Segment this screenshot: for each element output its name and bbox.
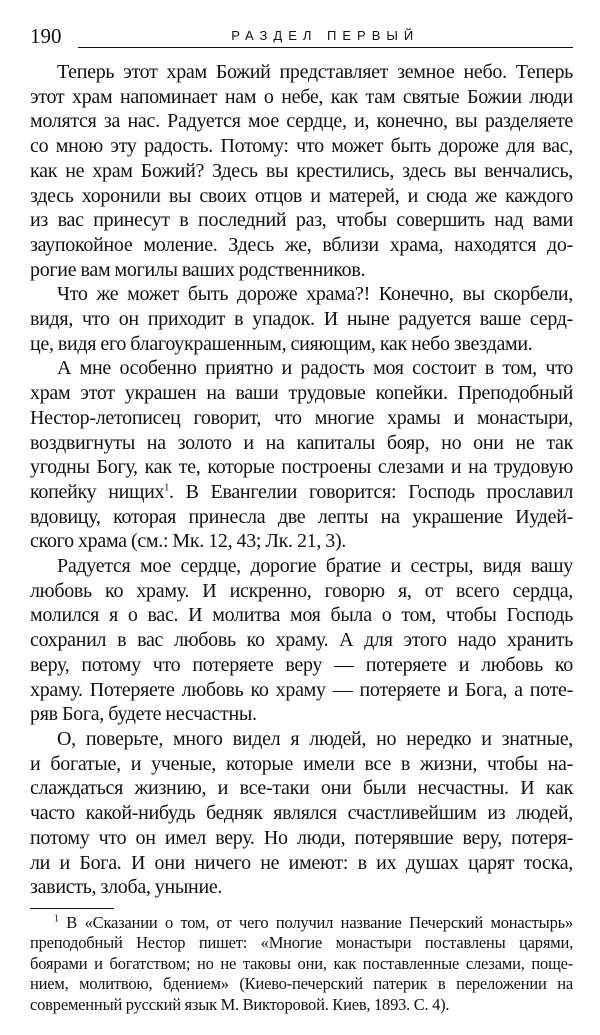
paragraph-line: А мне особенно приятно и радость моя состоит в том, что xyxy=(57,357,573,380)
paragraph-line: це, видя его благоукрашенным, сияющим, как небо звездами. xyxy=(30,332,533,355)
paragraph-line: как не храм Божий? Здесь вы крестились, здесь вы венчались, xyxy=(30,159,573,182)
paragraph-line: часто какой-нибудь бедняк являлся счастливейшим из людей, xyxy=(30,802,573,825)
footnote-line: преподобный Нестор пишет: «Многие монастыри поставлены царями, xyxy=(30,933,573,953)
paragraph-line: ряв Бога, будете несчастны. xyxy=(30,703,257,726)
paragraph xyxy=(30,356,573,554)
footnote-line: боярами и богатством; но не таковы они, как поставленные слезами, поще- xyxy=(30,953,573,973)
paragraph-line: угодны Богу, как те, которые построены слезами и на трудовую xyxy=(30,456,573,479)
paragraph-line: Радуется мое сердце, дорогие братие и сестры, видя вашу xyxy=(57,555,573,578)
paragraph-line: потому что он имел веру. Но люди, потерявшие веру, потеря- xyxy=(30,826,573,849)
paragraph-line: молятся за нас. Радуется мое сердце, и, конечно, вы разделяете xyxy=(30,110,573,133)
paragraph-line: из вас принесут в последний раз, чтобы совершить над вами xyxy=(30,209,573,232)
paragraph-line: со мною эту радость. Потому: что может быть дороже для вас, xyxy=(30,135,573,158)
footnote-line: современный русский язык М. Викторовой. Киев, 1893. С. 4). xyxy=(30,994,450,1014)
paragraph-line: здесь хоронили вы своих отцов и матерей, и сюда же каждого xyxy=(30,184,573,207)
paragraph-line: храм этот украшен на ваши трудовые копейки. Преподобный xyxy=(30,382,573,405)
paragraph-line: веру, потому что потеряете веру — потеряете и любовь ко xyxy=(30,653,573,676)
paragraph-line: зависть, злоба, уныние. xyxy=(30,876,223,899)
footnote-marker: 1 xyxy=(54,913,59,925)
paragraph xyxy=(30,60,573,282)
paragraph xyxy=(30,282,573,356)
paragraph-line: молился я о вас. И молитва моя была о том, чтобы Господь xyxy=(30,604,573,627)
paragraph-line: храму. Потеряете любовь ко храму — потеряете и Бога, а поте- xyxy=(30,678,573,701)
paragraph xyxy=(30,727,573,900)
paragraph-line: любовь ко храму. И искренно, говорю я, от всего сердца, xyxy=(30,579,573,602)
paragraph-line: и богатые, и ученые, которые имели все в жизни, чтобы на- xyxy=(30,752,573,775)
paragraph-line: воздвигнуты на золото и на капиталы бояр, но они не так xyxy=(30,431,573,454)
paragraph xyxy=(30,554,573,727)
header-rule xyxy=(78,27,574,48)
paragraph-line: О, поверьте, много видел я людей, но нередко и знатные, xyxy=(57,727,573,750)
running-title: РАЗДЕЛ ПЕРВЫЙ xyxy=(231,28,420,43)
page-number: 190 xyxy=(30,24,62,48)
paragraph-line: вдовицу, которая принесла две лепты на украшение Иудей- xyxy=(30,505,573,528)
footnote-line: нием, молитвою, бдением» (Киево-печерский патерик в переложении на xyxy=(30,974,573,994)
paragraph-line: слаждаться жизнию, и все-таки они были несчастны. И как xyxy=(30,777,573,800)
paragraph-line: Что же может быть дороже храма?! Конечно, вы скорбели, xyxy=(57,283,573,306)
footnote-line: $^1$ В «Сказании о том, от чего получил название Печерский монастырь» xyxy=(54,912,573,932)
paragraph-line: этот храм напоминает нам о небе, как там святые Божии люди xyxy=(30,85,573,108)
paragraph-line: Теперь этот храм Божий представляет земное небо. Теперь xyxy=(57,61,573,83)
paragraph-line: рогие вам могилы ваших родственников. xyxy=(30,258,366,281)
footnote-marker: 1 xyxy=(164,482,169,494)
paragraph-line: копейку нищих$^1$. В Евангелии говорится: Господь прославил xyxy=(30,480,574,503)
footnote xyxy=(30,913,573,1016)
paragraph-line: заупокойное моление. Здесь же, вблизи храма, находятся до- xyxy=(30,233,573,256)
paragraph-line: ского храма (см.: Мк. 12, 43; Лк. 21, 3). xyxy=(30,530,347,553)
footnote-rule xyxy=(30,908,114,909)
paragraph-line: Нестор-летописец говорит, что многие храмы и монастыри, xyxy=(30,406,573,429)
body-text xyxy=(30,60,573,900)
paragraph-line: видя, что он приходит в упадок. И ныне радуется ваше серд- xyxy=(30,308,573,331)
page-header xyxy=(30,24,573,48)
paragraph-line: сохранил в вас любовь ко храму. А для этого надо хранить xyxy=(30,629,573,652)
paragraph-line: ли и Бога. И они ничего не имеют: в их душах царят тоска, xyxy=(30,851,573,874)
